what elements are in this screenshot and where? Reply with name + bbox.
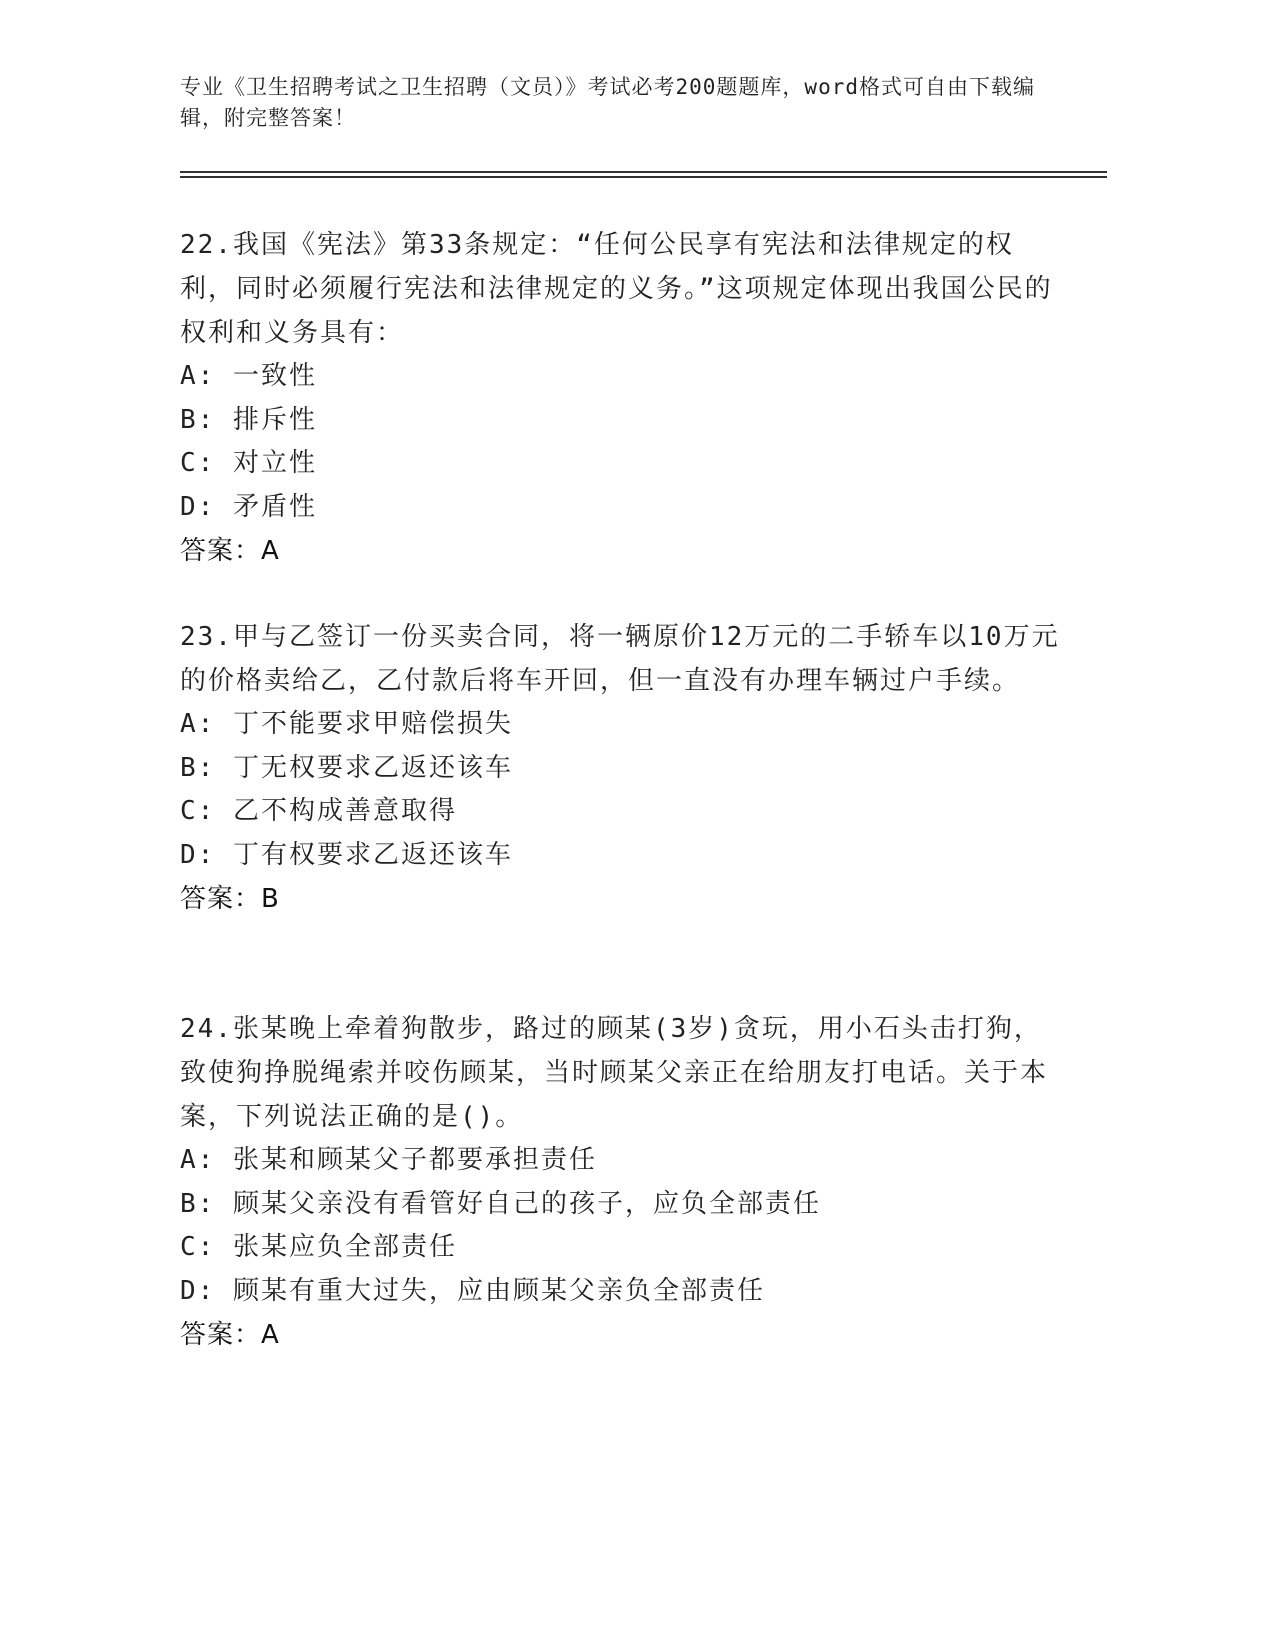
option-c: C: 乙不构成善意取得 xyxy=(180,796,457,826)
option-b: B: 排斥性 xyxy=(180,404,317,435)
option-b: B: 丁无权要求乙返还该车 xyxy=(180,752,513,783)
answer-line: 答案：A xyxy=(180,536,280,566)
answer-line: 答案：A xyxy=(180,1320,280,1350)
answer-line: 答案：B xyxy=(180,884,280,914)
option-d: D: 矛盾性 xyxy=(180,491,317,522)
option-b: B: 顾某父亲没有看管好自己的孩子，应负全部责任 xyxy=(180,1188,821,1219)
option-d: D: 顾某有重大过失，应由顾某父亲负全部责任 xyxy=(180,1275,765,1306)
option-a: A: 丁不能要求甲赔偿损失 xyxy=(180,709,513,739)
header-divider-bottom xyxy=(180,176,1107,178)
header-note: 专业《卫生招聘考试之卫生招聘（文员）》考试必考200题题库，word格式可自由下载编辑，附完整答案！ xyxy=(180,75,1035,130)
question-stem: 22.我国《宪法》第33条规定：“任何公民享有宪法和法律规定的权利，同时必须履行宪法和法律规定的义务。”这项规定体现出我国公民的权利和义务具有： xyxy=(180,230,1053,348)
question-24 xyxy=(180,1007,1060,1357)
option-d: D: 丁有权要求乙返还该车 xyxy=(180,839,513,870)
option-c: C: 对立性 xyxy=(180,448,317,478)
question-23 xyxy=(180,615,1060,921)
question-stem: 24.张某晚上牵着狗散步，路过的顾某(3岁)贪玩，用小石头击打狗，致使狗挣脱绳索并咬伤顾某，当时顾某父亲正在给朋友打电话。关于本案，下列说法正确的是()。 xyxy=(180,1014,1049,1132)
option-c: C: 张某应负全部责任 xyxy=(180,1232,457,1262)
question-22 xyxy=(180,223,1060,573)
option-a: A: 张某和顾某父子都要承担责任 xyxy=(180,1145,597,1175)
header-divider-top xyxy=(180,171,1107,173)
question-stem: 23.甲与乙签订一份买卖合同，将一辆原价12万元的二手轿车以10万元的价格卖给乙，乙付款后将车开回，但一直没有办理车辆过户手续。 xyxy=(180,622,1060,696)
option-a: A: 一致性 xyxy=(180,361,317,391)
